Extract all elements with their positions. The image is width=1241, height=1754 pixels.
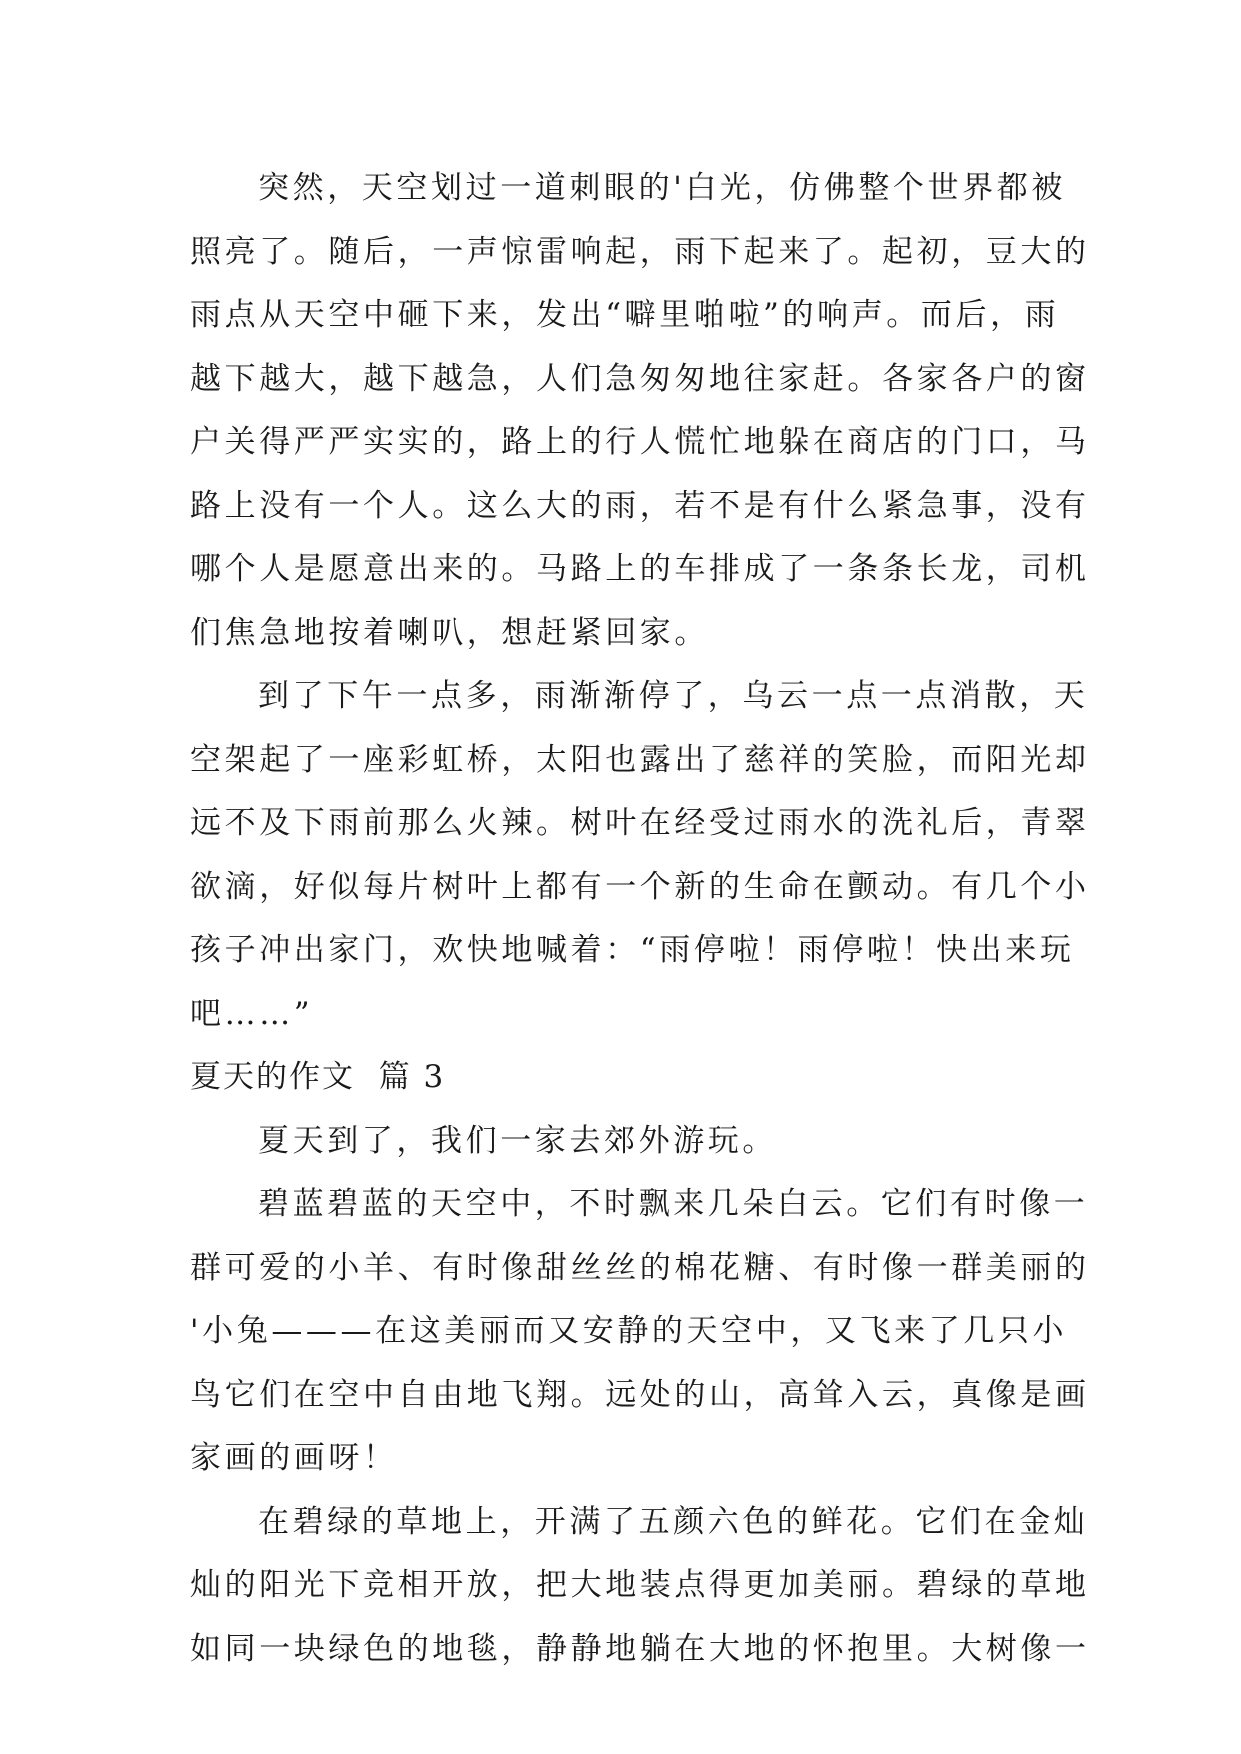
text-line: 照亮了。随后，一声惊雷响起，雨下起来了。起初，豆大的 — [190, 233, 1090, 270]
text-line: 碧蓝碧蓝的天空中，不时飘来几朵白云。它们有时像一 — [258, 1186, 1089, 1222]
text-line: 到了下午一点多，雨渐渐停了，乌云一点一点消散，天 — [258, 678, 1089, 714]
text-line: 空架起了一座彩虹桥，太阳也露出了慈祥的笑脸，而阳光却 — [190, 741, 1090, 778]
text-line: 越下越大，越下越急，人们急匆匆地往家赶。各家各户的窗 — [190, 360, 1090, 397]
text-line: 家画的画呀！ — [190, 1440, 398, 1476]
text-line: 鸟它们在空中自由地飞翔。远处的山，高耸入云，真像是画 — [190, 1376, 1090, 1413]
text-line: 在碧绿的草地上，开满了五颜六色的鲜花。它们在金灿 — [258, 1503, 1089, 1540]
text-line: 夏天到了，我们一家去郊外游玩。 — [258, 1122, 777, 1159]
text-line: '小兔———在这美丽而又安静的天空中，又飞来了几只小 — [190, 1313, 1068, 1349]
text-line: 们焦急地按着喇叭，想赶紧回家。 — [190, 614, 709, 651]
text-line: 吧……” — [190, 995, 314, 1032]
text-line: 哪个人是愿意出来的。马路上的车排成了一条条长龙，司机 — [190, 551, 1090, 587]
text-line: 灿的阳光下竞相开放，把大地装点得更加美丽。碧绿的草地 — [190, 1567, 1090, 1603]
document-page — [190, 157, 1090, 1681]
text-line: 群可爱的小羊、有时像甜丝丝的棉花糖、有时像一群美丽的 — [190, 1249, 1090, 1286]
text-line: 孩子冲出家门，欢快地喊着：“雨停啦！雨停啦！快出来玩 — [190, 932, 1075, 968]
text-line: 远不及下雨前那么火辣。树叶在经受过雨水的洗礼后，青翠 — [190, 805, 1090, 841]
text-line: 户关得严严实实的，路上的行人慌忙地躲在商店的门口，马 — [190, 424, 1090, 460]
section-heading: 夏天的作文 篇 3 — [190, 1059, 446, 1095]
text-line: 突然，天空划过一道刺眼的'白光，仿佛整个世界都被 — [258, 170, 1066, 206]
text-line: 欲滴，好似每片树叶上都有一个新的生命在颤动。有几个小 — [190, 868, 1090, 905]
text-line: 雨点从天空中砸下来，发出“噼里啪啦”的响声。而后，雨 — [190, 297, 1060, 333]
text-line: 路上没有一个人。这么大的雨，若不是有什么紧急事，没有 — [190, 487, 1090, 524]
text-line: 如同一块绿色的地毯，静静地躺在大地的怀抱里。大树像一 — [190, 1630, 1090, 1667]
